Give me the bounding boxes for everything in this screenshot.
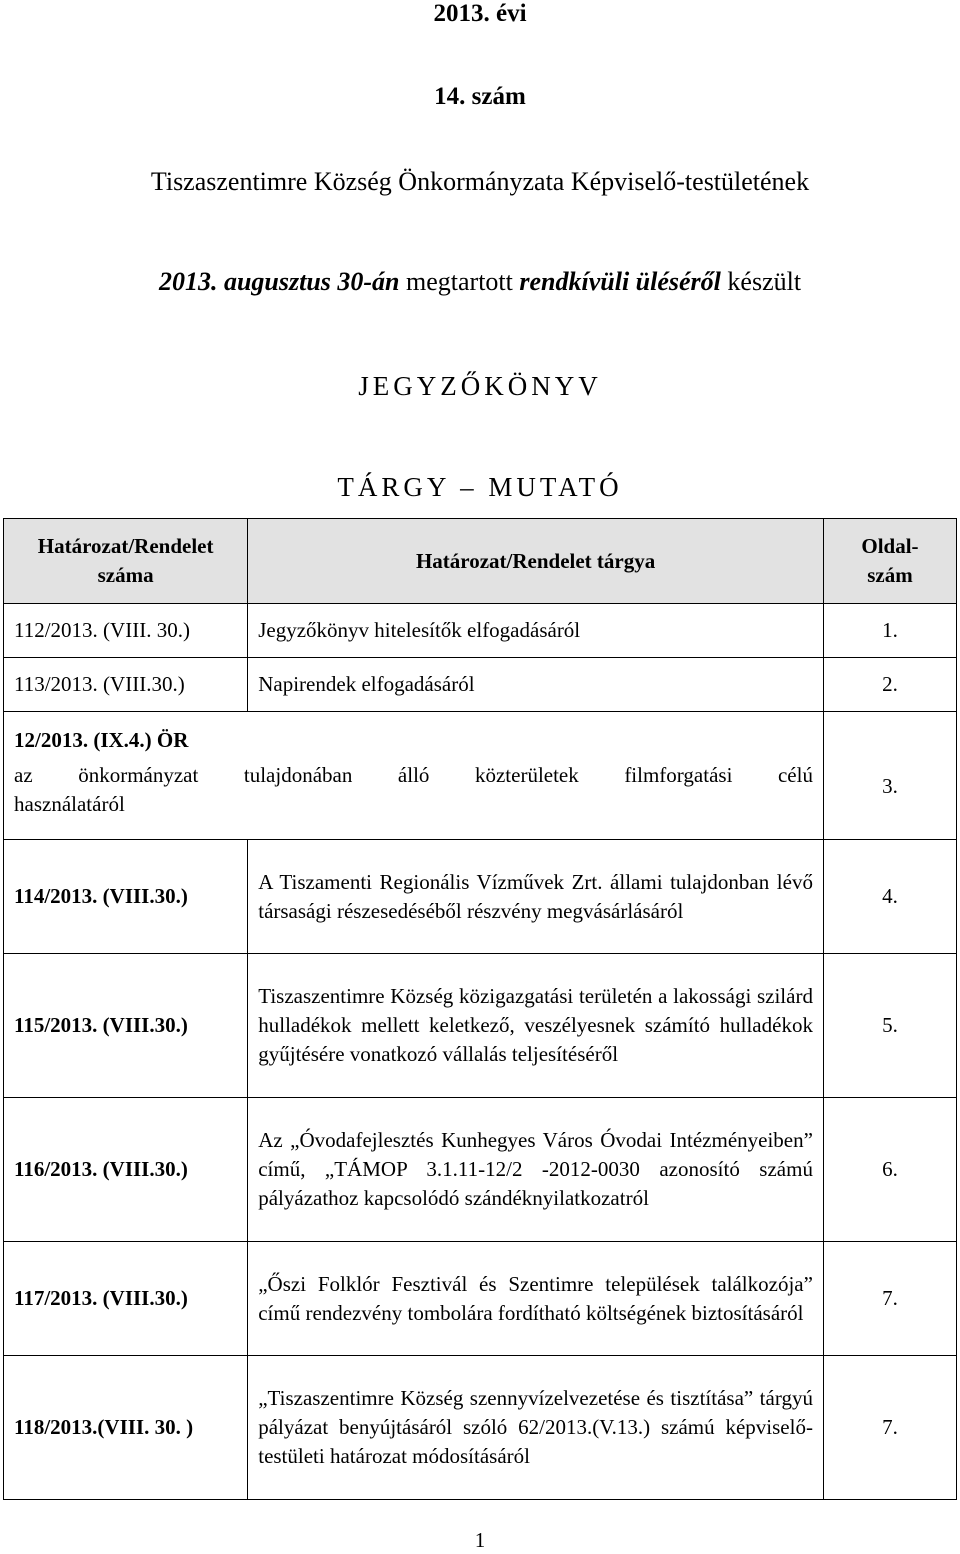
index-title: TÁRGY – MUTATÓ: [337, 472, 623, 502]
row-ref: 117/2013. (VIII.30.): [4, 1242, 248, 1356]
table-row: [4, 604, 957, 658]
row-subject: Tiszaszentimre Község közigazgatási területén a lakossági szilárd hulladékok mellett keletkező, veszélyesnek számító hulladékok gyűjtésére vonatkozó vállalás teljesítéséről: [248, 954, 824, 1098]
row-page: 6.: [823, 1098, 956, 1242]
table-row: [4, 840, 957, 954]
council-name: Tiszaszentimre Község Önkormányzata Képviselő-testületének: [150, 167, 810, 196]
table-row: [4, 1356, 957, 1500]
table-row: [4, 1098, 957, 1242]
header-subject: Határozat/Rendelet tárgya: [248, 519, 824, 604]
row-subject: Jegyzőkönyv hitelesítők elfogadásáról: [248, 604, 824, 658]
header-page-label: Oldal-szám: [861, 534, 919, 587]
table-row-ordinance: [4, 712, 957, 840]
table-row: [4, 1242, 957, 1356]
document-title: JEGYZŐKÖNYV: [358, 371, 602, 401]
row-subject: A Tiszamenti Regionális Vízművek Zrt. állami tulajdonban lévő társasági részesedéséből részvény megvásárlásáról: [248, 840, 824, 954]
row-page: 5.: [823, 954, 956, 1098]
row-ref: 12/2013. (IX.4.) ÖR: [14, 728, 189, 752]
row-ref: 115/2013. (VIII.30.): [4, 954, 248, 1098]
row-ref: 114/2013. (VIII.30.): [4, 840, 248, 954]
header-reference: Határozat/Rendelet száma: [4, 519, 248, 604]
row-page: 1.: [823, 604, 956, 658]
table-row: [4, 954, 957, 1098]
row-ref: 118/2013.(VIII. 30. ): [4, 1356, 248, 1500]
row-page: 3.: [823, 712, 956, 840]
meeting-line: [0, 267, 960, 297]
row-subject-line2: használatáról: [14, 792, 125, 816]
meeting-mid: megtartott: [399, 267, 520, 296]
issue-number: 14. szám: [434, 83, 526, 110]
row-subject: Napirendek elfogadásáról: [248, 658, 824, 712]
row-ref: 113/2013. (VIII.30.): [4, 658, 248, 712]
table-row: [4, 658, 957, 712]
subject-index-table: [3, 518, 957, 1500]
year-heading: 2013. évi: [433, 0, 527, 27]
row-subject: Az „Óvodafejlesztés Kunhegyes Város Óvodai Intézményeiben” című, „TÁMOP 3.1.11-12/2 -2012-0030 azonosító számú pályázathoz kapcsolódó szándéknyilatkozatról: [248, 1098, 824, 1242]
row-ref: 116/2013. (VIII.30.): [4, 1098, 248, 1242]
meeting-type-tail: ől: [700, 267, 721, 296]
meeting-date: 2013. augusztus 30-án: [158, 267, 400, 296]
header-page: [823, 519, 956, 604]
page-number: 1: [474, 1528, 486, 1552]
row-ordinance-cell: [4, 712, 824, 840]
row-page: 4.: [823, 840, 956, 954]
row-subject: „Őszi Folklór Fesztivál és Szentimre települések találkozója” című rendezvény tombolára fordítható költségének biztosításáról: [248, 1242, 824, 1356]
meeting-type: rendkívüli ülésér: [519, 267, 701, 296]
row-subject-line1: az önkormányzat tulajdonában álló közterületek filmforgatási célú: [14, 763, 813, 787]
row-page: 7.: [823, 1356, 956, 1500]
row-ref: 112/2013. (VIII. 30.): [4, 604, 248, 658]
table-header-row: [4, 519, 957, 604]
meeting-end: készült: [720, 267, 802, 296]
row-subject: „Tiszaszentimre Község szennyvízelvezetése és tisztítása” tárgyú pályázat benyújtásáról szóló 62/2013.(V.13.) számú képviselő-testületi határozat módosításáról: [248, 1356, 824, 1500]
row-page: 7.: [823, 1242, 956, 1356]
row-page: 2.: [823, 658, 956, 712]
